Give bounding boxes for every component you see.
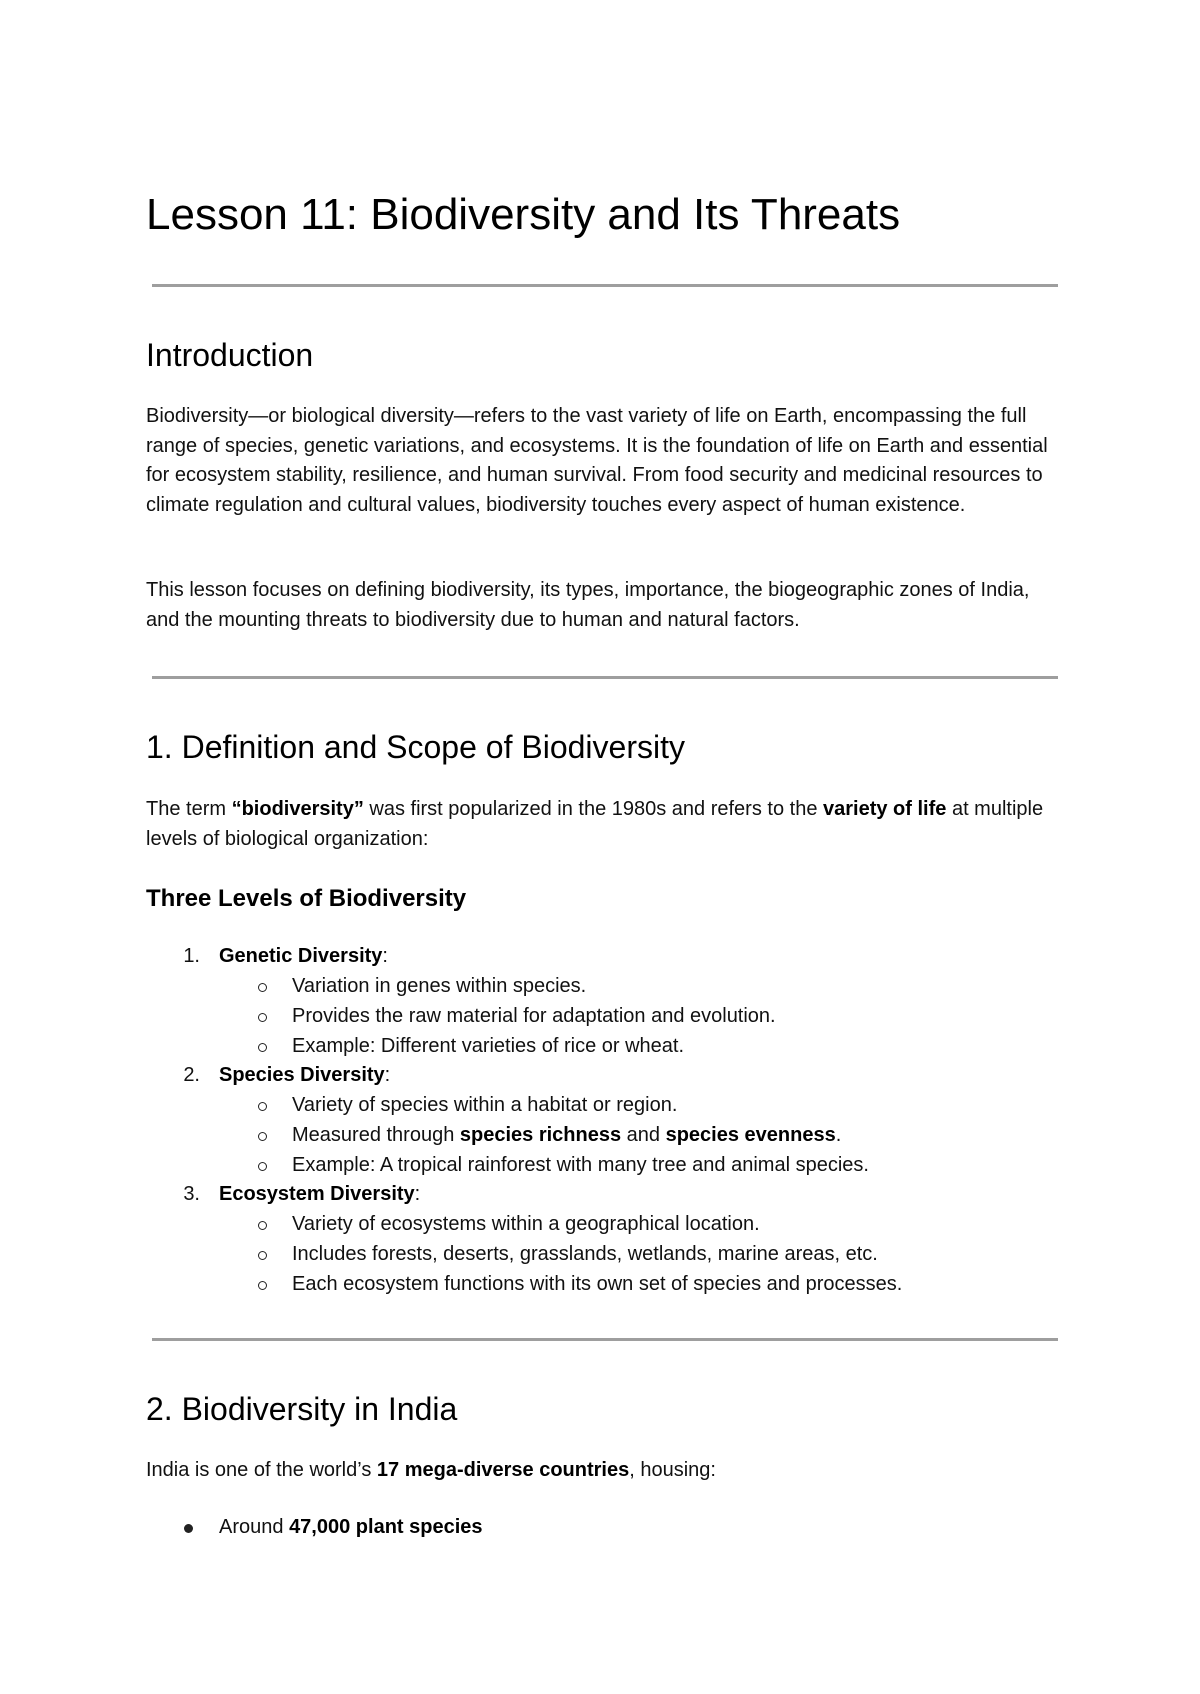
three-levels-subheading: Three Levels of Biodiversity: [146, 885, 467, 912]
list-item: Measured through species richness and species evenness.: [292, 1124, 842, 1146]
list-item: Provides the raw material for adaptation and evolution.: [292, 1005, 776, 1027]
list-item: Variety of species within a habitat or region.: [292, 1094, 678, 1116]
hollow-bullet-icon: [258, 1102, 267, 1111]
section-2-heading: 2. Biodiversity in India: [146, 1391, 458, 1427]
hollow-bullet-icon: [258, 983, 267, 992]
list-number: 1.: [183, 945, 200, 967]
level-genetic-diversity: Genetic Diversity:: [219, 945, 388, 967]
hollow-bullet-icon: [258, 1221, 267, 1230]
list-number: 3.: [183, 1183, 200, 1205]
level-species-diversity: Species Diversity:: [219, 1064, 391, 1086]
list-item: Each ecosystem functions with its own set of species and processes.: [292, 1273, 903, 1295]
list-item: Variety of ecosystems within a geographical location.: [292, 1213, 760, 1235]
page-title: Lesson 11: Biodiversity and Its Threats: [146, 190, 901, 239]
list-item: Around 47,000 plant species: [219, 1516, 483, 1538]
list-item: Variation in genes within species.: [292, 975, 587, 997]
horizontal-rule: [152, 1338, 1058, 1341]
section-2-paragraph: India is one of the world’s 17 mega-diverse countries, housing:: [146, 1459, 716, 1481]
hollow-bullet-icon: [258, 1281, 267, 1290]
bullet-icon: [184, 1524, 193, 1533]
list-item: Example: A tropical rainforest with many tree and animal species.: [292, 1154, 869, 1176]
hollow-bullet-icon: [258, 1162, 267, 1171]
hollow-bullet-icon: [258, 1013, 267, 1022]
level-ecosystem-diversity: Ecosystem Diversity:: [219, 1183, 421, 1205]
hollow-bullet-icon: [258, 1251, 267, 1260]
hollow-bullet-icon: [258, 1132, 267, 1141]
list-item: Includes forests, deserts, grasslands, wetlands, marine areas, etc.: [292, 1243, 878, 1265]
horizontal-rule: [152, 676, 1058, 679]
list-item: Example: Different varieties of rice or wheat.: [292, 1035, 685, 1057]
intro-heading: Introduction: [146, 337, 314, 373]
intro-paragraph-2: This lesson focuses on defining biodiversity, its types, importance, the biogeographic zones of India, and the mounting threats to biodiversity due to human and natural factors.: [146, 579, 1030, 631]
list-number: 2.: [183, 1064, 200, 1086]
section-1-paragraph: The term “biodiversity” was first popularized in the 1980s and refers to the variety of life at multiple levels of biological organization:: [146, 798, 1044, 850]
intro-paragraph-1: Biodiversity—or biological diversity—refers to the vast variety of life on Earth, encompassing the full range of species, genetic variations, and ecosystems. It is the foundation of life on Earth and essential for ecosystem stability, resilience, and human survival. From food security and medicinal resources to climate regulation and cultural values, biodiversity touches every aspect of human existence.: [146, 405, 1048, 516]
hollow-bullet-icon: [258, 1043, 267, 1052]
section-1-heading: 1. Definition and Scope of Biodiversity: [146, 729, 685, 765]
horizontal-rule: [152, 284, 1058, 287]
